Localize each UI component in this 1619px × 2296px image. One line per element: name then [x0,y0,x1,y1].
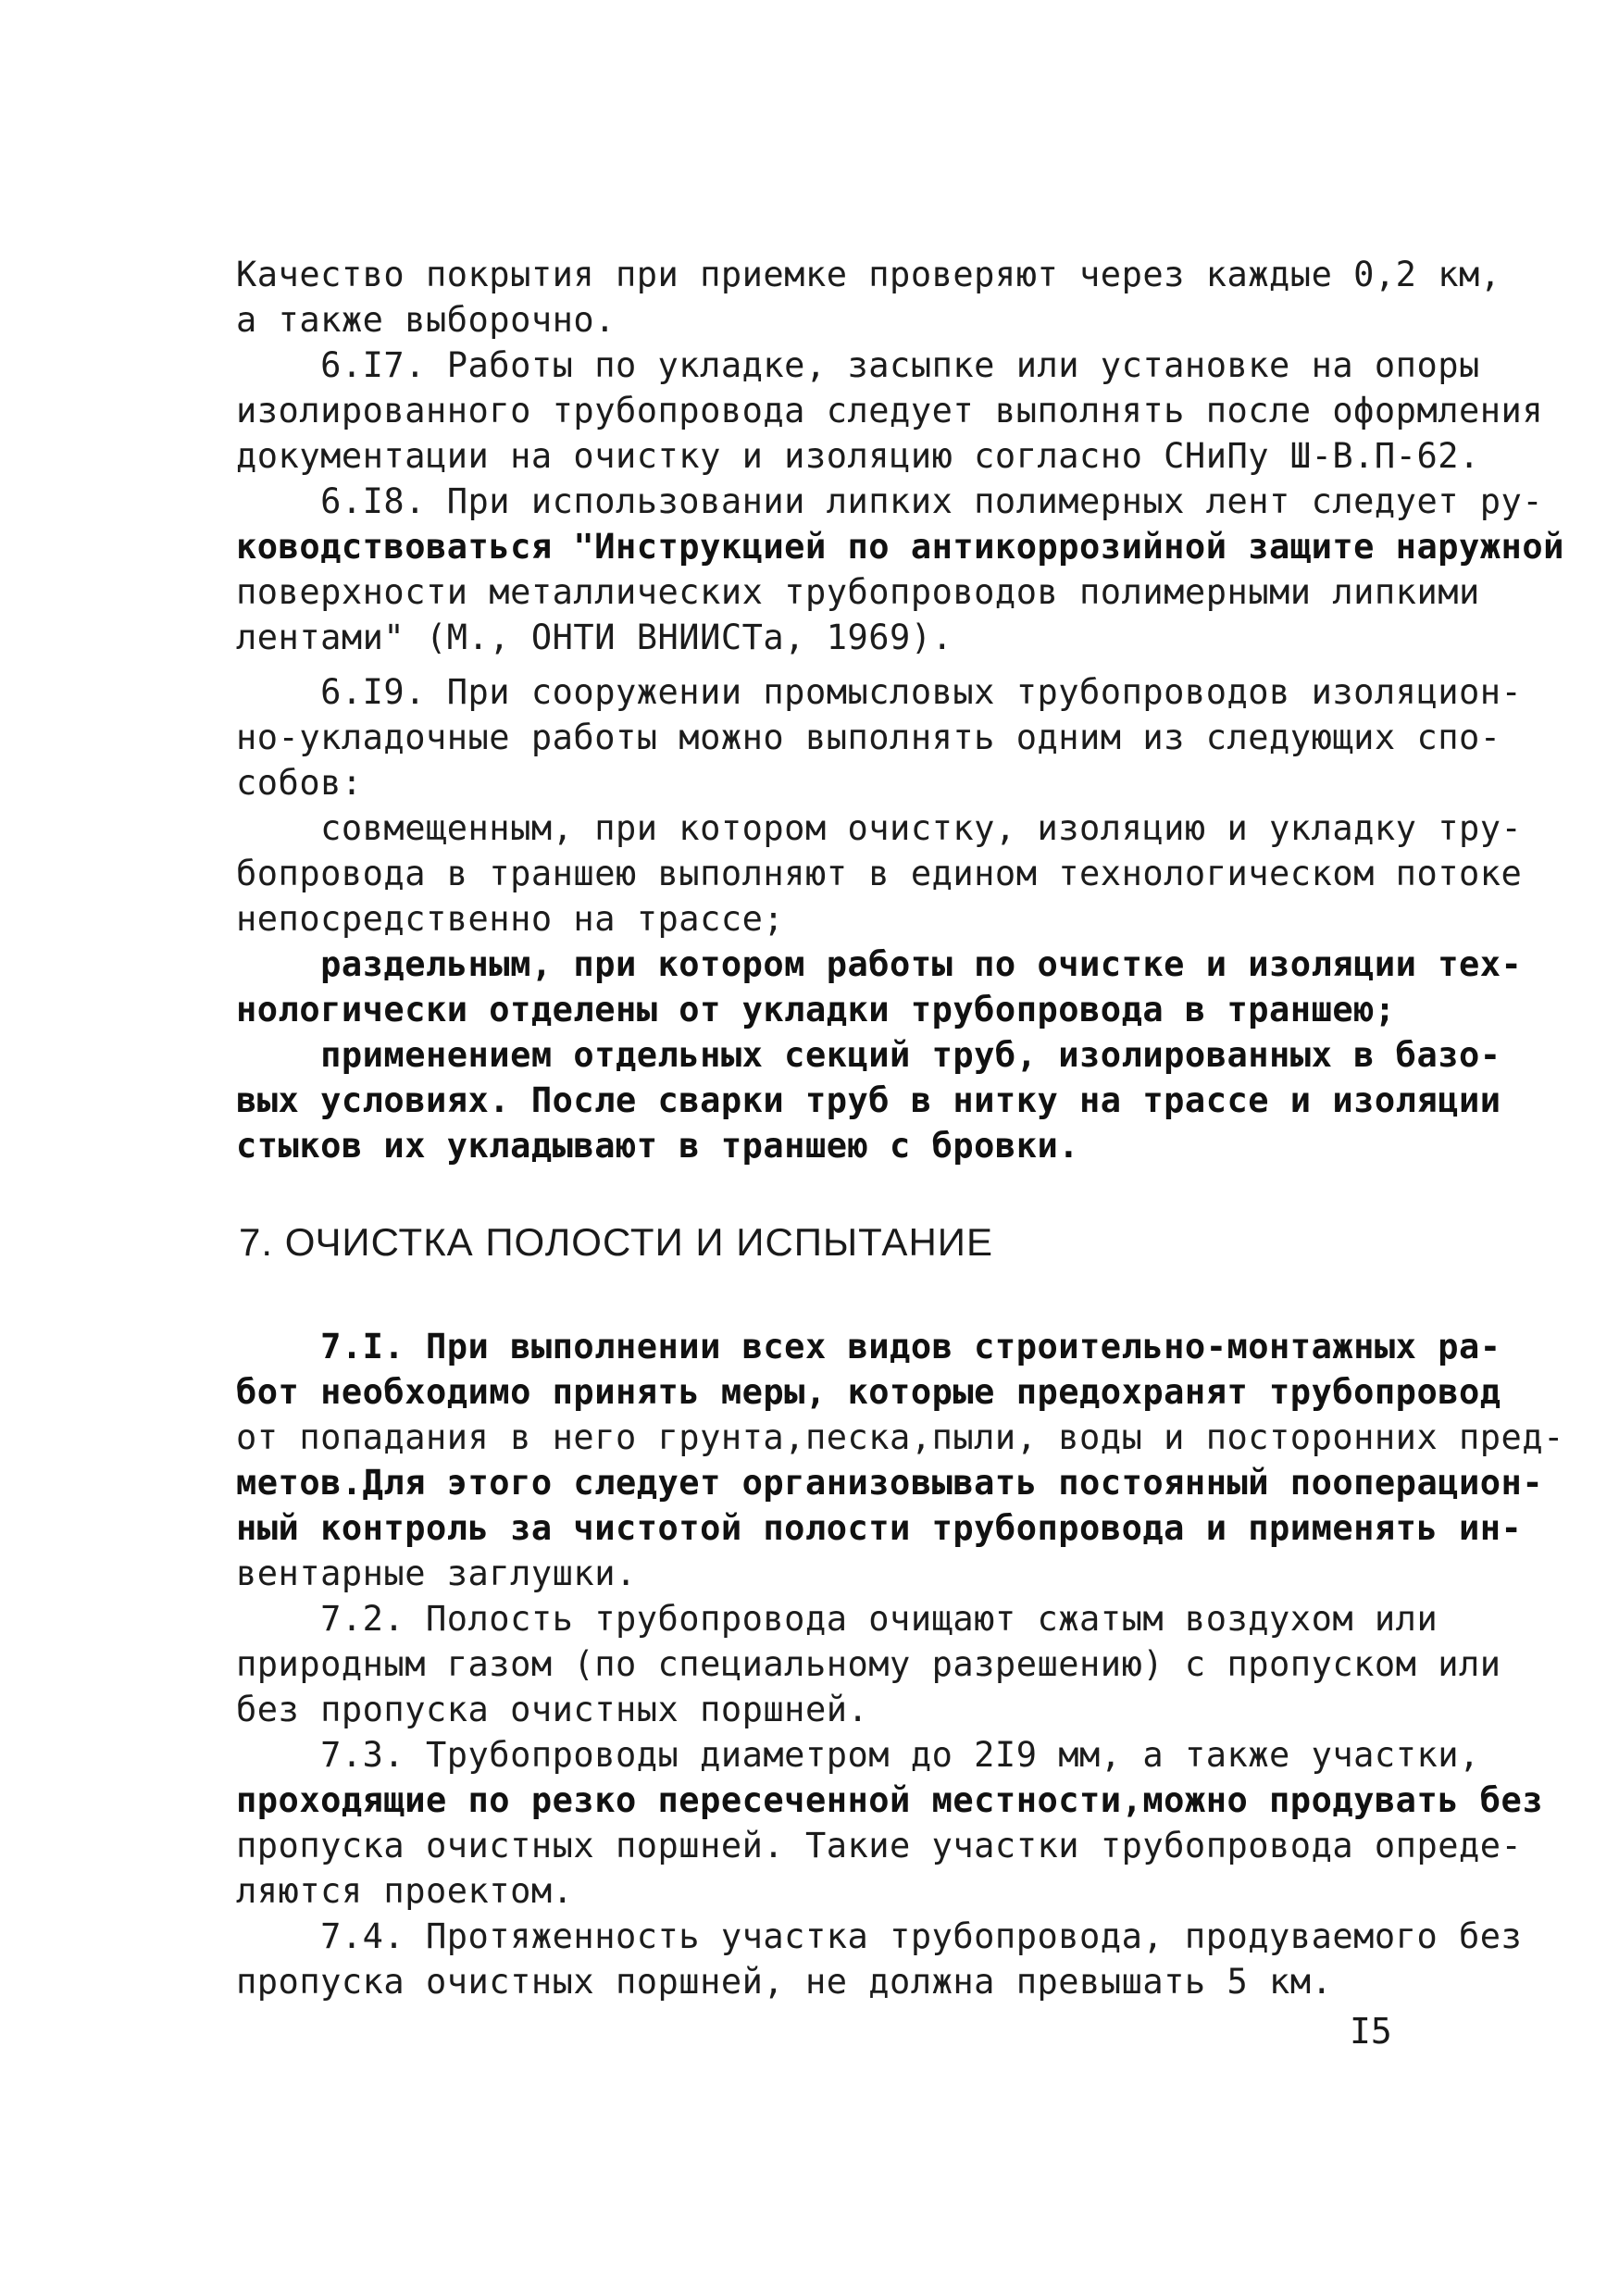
section-7-text [236,1324,1564,2004]
text-line: нологически отделены от укладки трубопровода в траншею; [236,990,1396,1029]
text-line: ный контроль за чистотой полости трубопровода и применять ин- [236,1508,1523,1548]
text-line: документации на очистку и изоляцию согласно СНиПу Ш-В.П-62. [236,436,1480,476]
text-line: пропуска очистных поршней, не должна превышать 5 км. [236,1962,1333,2002]
text-line: а также выборочно. [236,300,616,340]
text-line: 7.4. Протяженность участка трубопровода, продуваемого без [236,1916,1523,1956]
section-heading: 7. ОЧИСТКА ПОЛОСТИ И ИСПЫТАНИЕ [239,1220,993,1264]
text-line: ляются проектом. [236,1871,574,1911]
text-line: 7.2. Полость трубопровода очищают сжатым воздухом или [236,1599,1438,1639]
text-line: вентарные заглушки. [236,1554,637,1593]
text-line: 7.3. Трубопроводы диаметром до 2I9 мм, а также участки, [236,1735,1480,1775]
text-line: стыков их укладывают в траншею с бровки. [236,1126,1080,1166]
text-line: применением отдельных секций труб, изолированных в базо- [236,1035,1501,1075]
text-line: непосредственно на трассе; [236,899,785,939]
text-line: поверхности металлических трубопроводов полимерными липкими [236,572,1480,612]
text-line: Качество покрытия при приемке проверяют через каждые 0,2 км, [236,255,1501,294]
text-line: 6.I8. При использовании липких полимерных лент следует ру- [236,481,1544,521]
page-number: I5 [1350,2011,1392,2052]
text-line: лентами" (М., ОНТИ ВНИИСТа, 1969). [236,618,953,657]
text-line: раздельным, при котором работы по очистке и изоляции тех- [236,944,1523,984]
text-line: метов.Для этого следует организовывать постоянный пооперацион- [236,1463,1544,1503]
text-line: от попадания в него грунта,песка,пыли, воды и посторонних пред- [236,1417,1564,1457]
text-line: вых условиях. После сварки труб в нитку на трассе и изоляции [236,1080,1501,1120]
text-line: природным газом (по специальному разрешению) с пропуском или [236,1644,1501,1684]
text-line: проходящие по резко пересеченной местности,можно продувать без [236,1780,1544,1820]
text-line: пропуска очистных поршней. Такие участки трубопровода опреде- [236,1826,1523,1866]
section-6-text [236,252,1564,1168]
text-line: совмещенным, при котором очистку, изоляцию и укладку тру- [236,808,1523,848]
text-line: 6.I7. Работы по укладке, засыпке или установке на опоры [236,345,1480,385]
text-line: бопровода в траншею выполняют в едином технологическом потоке [236,854,1523,893]
text-line: бот необходимо принять меры, которые предохранят трубопровод [236,1372,1501,1412]
text-line: 7.I. При выполнении всех видов строительно-монтажных ра- [236,1327,1501,1366]
text-line: без пропуска очистных поршней. [236,1690,869,1729]
text-line: 6.I9. При сооружении промысловых трубопроводов изоляцион- [236,672,1523,712]
text-line: ководствоваться "Инструкцией по антикоррозийной защите наружной [236,527,1564,567]
text-line: собов: [236,763,363,803]
text-line: но-укладочные работы можно выполнять одним из следующих спо- [236,718,1501,757]
text-line: изолированного трубопровода следует выполнять после оформления [236,391,1544,430]
